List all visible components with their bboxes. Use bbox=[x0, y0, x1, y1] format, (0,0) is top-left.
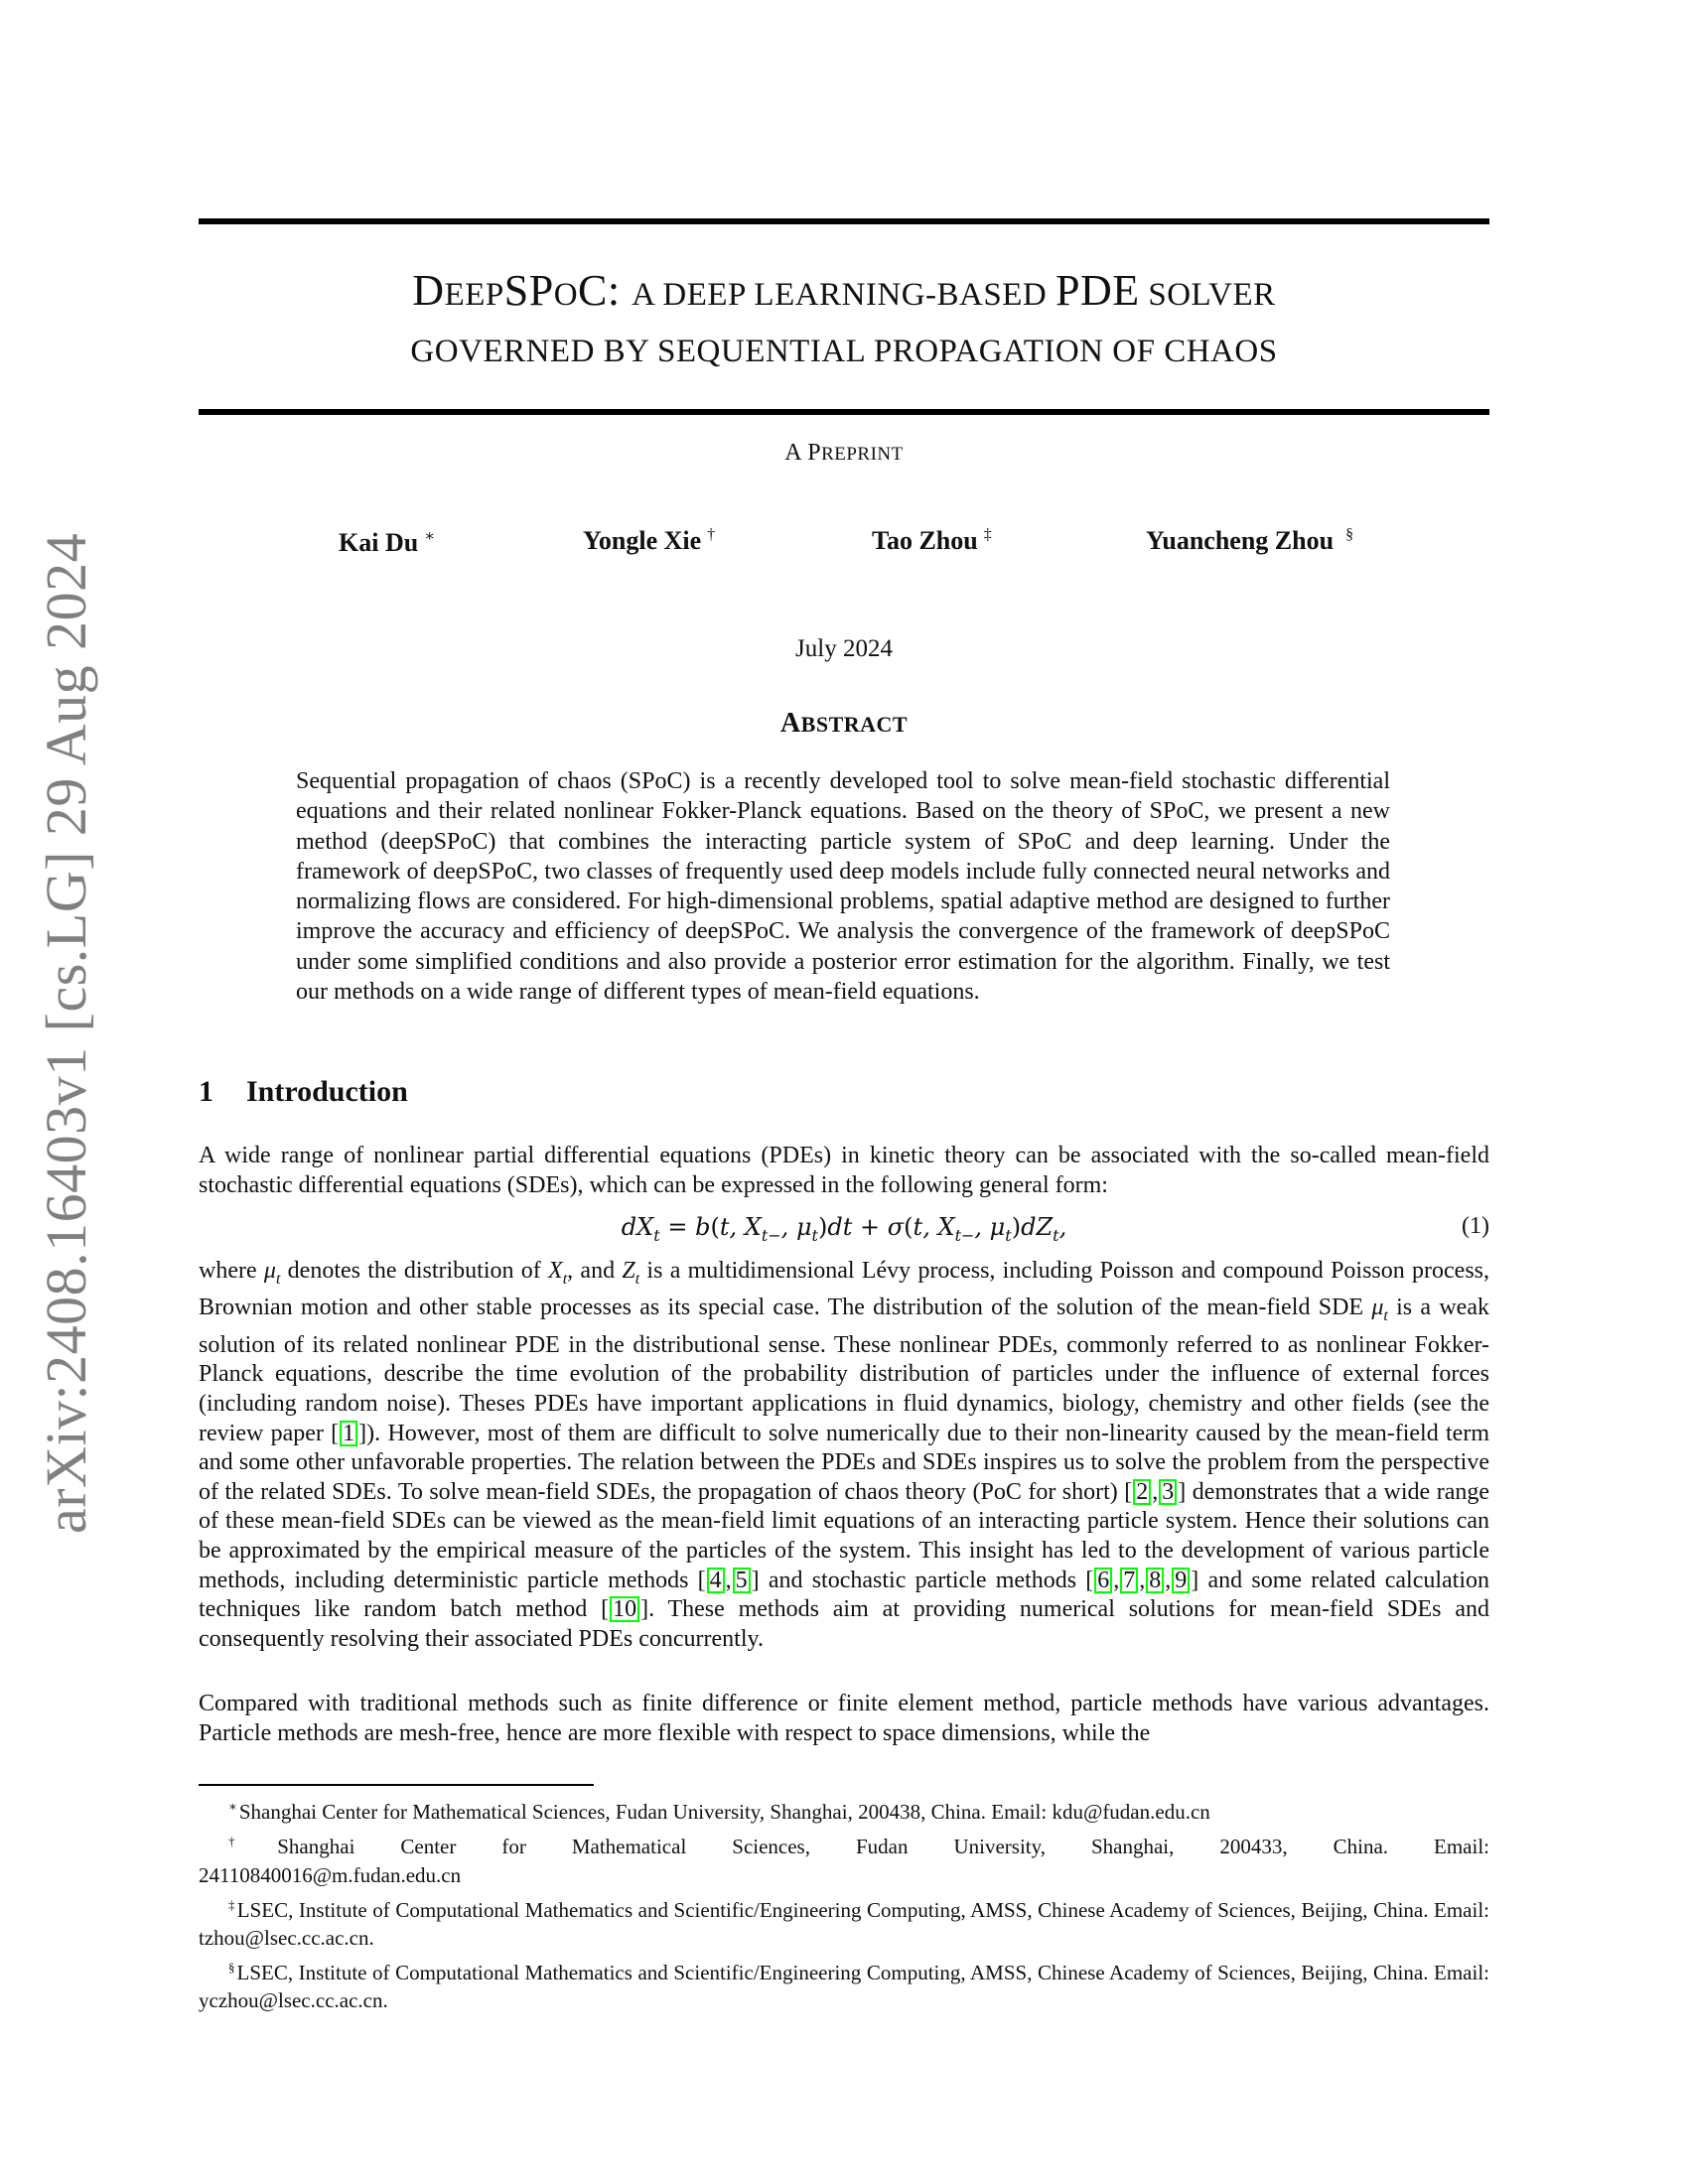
title-bottom-rule bbox=[199, 409, 1489, 415]
paragraph-text: , and bbox=[567, 1258, 623, 1284]
author-name: Yongle Xie bbox=[583, 526, 702, 555]
footnote-4 bbox=[199, 1954, 1489, 2014]
footnote-2 bbox=[199, 1828, 1489, 1861]
footnote-mark: ‡ bbox=[228, 1897, 235, 1913]
math-z: Z bbox=[622, 1258, 635, 1284]
math-subscript: t bbox=[1383, 1307, 1388, 1325]
footnotes bbox=[199, 1793, 1489, 2016]
author-yongle-xie bbox=[583, 526, 715, 556]
equation-text: $dX_t = b(t$, $X_{t-}$, $\mu_t)dt + \sigma(t$, $X_{t-}$, $\mu_t)dZ_t$, bbox=[621, 1213, 1067, 1245]
abstract-heading bbox=[199, 708, 1489, 740]
paragraph-text: ] demonstrates that a wide range of these mean-field SDEs can be viewed as the mean-field limit equations of an interacting particle system. Hence their solutions can be approximated by the empirical measure of the particles of the system. This insight has led to the development of various particle methods, including deterministic particle methods [ bbox=[199, 1478, 1489, 1593]
citation-link-6[interactable]: 6 bbox=[1094, 1568, 1112, 1593]
abstract-heading-text: BSTRACT bbox=[800, 712, 909, 737]
math-mu: μ bbox=[263, 1258, 276, 1284]
paper-title-line-1 bbox=[199, 263, 1489, 323]
paragraph-text: is a multidimensional Lévy process, including Poisson and compound Poisson process, Brownian motion and other stable processes as its special case. The distribution of the solution of the mean-field SDE bbox=[199, 1258, 1490, 1321]
footnote-mark: † bbox=[228, 1834, 276, 1849]
title-text: GOVERNED BY SEQUENTIAL PROPAGATION OF CHAOS bbox=[410, 334, 1278, 369]
citation-link-3[interactable]: 3 bbox=[1159, 1479, 1177, 1505]
intro-paragraph-2: Compared with traditional methods such as finite difference or finite element method, particle methods have various advantages. Particle methods are mesh-free, hence are more flexible with respect to space dimensions, while the bbox=[199, 1691, 1489, 1746]
preprint-text: A P bbox=[784, 440, 822, 466]
title-text: A DEEP LEARNING-BASED bbox=[632, 277, 1055, 313]
paragraph-text: ] and stochastic particle methods [ bbox=[751, 1567, 1094, 1593]
citation-link-1[interactable]: 1 bbox=[340, 1421, 357, 1446]
math-subscript: t bbox=[634, 1270, 640, 1288]
arxiv-watermark: arXiv:2408.16403v1 [cs.LG] 29 Aug 2024 bbox=[34, 532, 98, 1534]
citation-link-2[interactable]: 2 bbox=[1133, 1479, 1151, 1505]
footnote-text: LSEC, Institute of Computational Mathematics and Scientific/Engineering Computing, AMSS, Chinese Academy of Sciences, Beijing, China. Email: tzhou@lsec.cc.ac.cn. bbox=[199, 1898, 1490, 1950]
section-heading-introduction bbox=[199, 1075, 408, 1109]
footnote-rule bbox=[199, 1784, 594, 1786]
equation-number: (1) bbox=[1462, 1213, 1489, 1239]
section-title: Introduction bbox=[246, 1075, 408, 1108]
footnote-email: 24110840016@m.fudan.edu.cn bbox=[199, 1863, 462, 1888]
paragraph-text: is a weak solution of its related nonlinear PDE in the distributional sense. These nonlinear PDEs, commonly referred to as nonlinear Fokker-Planck equations, describe the time evolution of the probability distribution of particles under the influence of external forces (including random noise). Theses PDEs have important applications in fluid dynamics, biology, chemistry and other fields (see the review paper [ bbox=[199, 1295, 1489, 1446]
paragraph-text: ] and some related calculation techniques like random batch method [ bbox=[199, 1567, 1490, 1623]
paragraph-text: ]). However, most of them are difficult to solve numerically due to their non-linearity caused by the mean-field term and some other unfavorable properties. The relation between the PDEs and SDEs inspires us to solve the problem from the perspective of the related SDEs. To solve mean-field SDEs, the propagation of chaos theory (PoC for short) [ bbox=[199, 1420, 1489, 1505]
math-mu: μ bbox=[1371, 1295, 1384, 1321]
footnote-mark[interactable]: § bbox=[1345, 526, 1354, 543]
footnote-2-continued bbox=[199, 1862, 1489, 1890]
citation-link-7[interactable]: 7 bbox=[1120, 1568, 1138, 1593]
footnote-mark: § bbox=[228, 1959, 235, 1975]
author-kai-du bbox=[339, 526, 435, 558]
footnote-text: Shanghai Center for Mathematical Sciences, Fudan University, Shanghai, 200438, China. Email: kdu@fudan.edu.cn bbox=[238, 1800, 1210, 1824]
footnote-text: LSEC, Institute of Computational Mathematics and Scientific/Engineering Computing, AMSS, Chinese Academy of Sciences, Beijing, China. Email: yczhou@lsec.cc.ac.cn. bbox=[199, 1960, 1489, 2012]
intro-paragraph-1b: where $\mu_t$ denotes the distribution of $X_t$, and $Z_t$ is a multidimensional Lévy process, including Poisson and compound Poisson process, Brownian motion and other stable processes as its special case. The distribution of the solution of the mean-field SDE $\mu_t$ is a weak solution of its related nonlinear PDE in the distributional sense. These nonlinear PDEs, commonly referred to as nonlinear Fokker-Planck equations, describe the time evolution of the probability distribution of particles under the influence of external forces (including random noise). Theses PDEs have important applications in fluid dynamics, biology, chemistry and other fields (see the review paper [ 1 ]). However, most of them are difficult to solve numerically due to their non-linearity caused by the mean-field term and some other unfavorable properties. The relation between the PDEs and SDEs inspires us to solve the problem from the perspective of the related SDEs. To solve mean-field SDEs, the propagation of chaos theory (PoC for short) [ 2 , 3 ] demonstrates that a wide range of these mean-field SDEs can be viewed as the mean-field limit equations of an interacting particle system. Hence their solutions can be approximated by the empirical measure of the particles of the system. This insight has led to the development of various particle methods, including deterministic particle methods [ 4 , 5 ] and stochastic particle methods [ 6 , 7 , 8 , 9 ] and some related calculation techniques like random batch method [ 10 ]. These methods aim at providing numerical solutions for mean-field SDEs and consequently resolving their associated PDEs concurrently. bbox=[199, 1258, 1490, 1652]
citation-link-4[interactable]: 4 bbox=[707, 1568, 725, 1593]
footnote-text: Shanghai Center for Mathematical Sciences, Fudan University, Shanghai, 200433, China. Email: bbox=[277, 1835, 1490, 1859]
paragraph-text: where bbox=[199, 1258, 264, 1284]
intro-paragraph-1a: A wide range of nonlinear partial differential equations (PDEs) in kinetic theory can be associated with the so-called mean-field stochastic differential equations (SDEs), which can be expressed in the following general form: bbox=[199, 1143, 1489, 1198]
citation-link-9[interactable]: 9 bbox=[1172, 1568, 1190, 1593]
paragraph-text: denotes the distribution of bbox=[280, 1258, 549, 1284]
title-text: SP bbox=[503, 266, 554, 315]
footnote-mark[interactable]: † bbox=[707, 526, 716, 543]
author-list bbox=[0, 526, 1688, 566]
abstract-heading-text: A bbox=[779, 708, 801, 739]
title-text: SOLVER bbox=[1139, 277, 1276, 313]
author-name: Yuancheng Zhou bbox=[1146, 526, 1335, 555]
citation-link-5[interactable]: 5 bbox=[733, 1568, 751, 1593]
footnote-3 bbox=[199, 1891, 1489, 1952]
author-name: Kai Du bbox=[339, 528, 419, 557]
math-subscript: t bbox=[275, 1270, 281, 1288]
abstract-text: Sequential propagation of chaos (SPoC) is a recently developed tool to solve mean-field stochastic differential equations and their related nonlinear Fokker-Planck equations. Based on the theory of SPoC, we present a new method (deepSPoC) that combines the interacting particle system of SPoC and deep learning. Under the framework of deepSPoC, two classes of frequently used deep models include fully connected neural networks and normalizing flows are considered. For high-dimensional problems, spatial adaptive method are designed to further improve the accuracy and efficiency of deepSPoC. We analysis the convergence of the framework of deepSPoC under some simplified conditions and also provide a posterior error estimation for the algorithm. Finally, we test our methods on a wide range of different types of mean-field equations. bbox=[296, 768, 1390, 1006]
math-x: X bbox=[548, 1258, 563, 1284]
title-top-rule bbox=[199, 218, 1489, 224]
preprint-text: REPRINT bbox=[821, 444, 904, 465]
title-text: O bbox=[553, 277, 579, 313]
preprint-label bbox=[199, 440, 1489, 467]
title-text: PDE bbox=[1055, 266, 1140, 315]
math-subscript: t bbox=[562, 1270, 568, 1288]
title-text: C: bbox=[578, 266, 633, 315]
author-name: Tao Zhou bbox=[872, 526, 978, 555]
title-text: EEP bbox=[444, 277, 504, 313]
section-number: 1 bbox=[199, 1075, 213, 1108]
author-yuancheng-zhou bbox=[1146, 526, 1353, 556]
publication-date: July 2024 bbox=[795, 635, 893, 662]
citation-link-8[interactable]: 8 bbox=[1146, 1568, 1164, 1593]
author-tao-zhou bbox=[872, 526, 992, 556]
title-text: D bbox=[412, 266, 445, 315]
footnote-1 bbox=[199, 1793, 1489, 1827]
footnote-mark: ∗ bbox=[228, 1799, 237, 1814]
citation-link-10[interactable]: 10 bbox=[610, 1596, 639, 1622]
footnote-mark[interactable]: ‡ bbox=[983, 526, 992, 543]
equation-body bbox=[199, 1213, 1489, 1245]
paragraph-text: ]. These methods aim at providing numerical solutions for mean-field SDEs and consequently resolving their associated PDEs concurrently. bbox=[199, 1596, 1489, 1652]
paper-title-line-2 bbox=[199, 320, 1489, 379]
footnote-mark[interactable]: ∗ bbox=[424, 528, 436, 545]
equation-1 bbox=[199, 1213, 1489, 1249]
